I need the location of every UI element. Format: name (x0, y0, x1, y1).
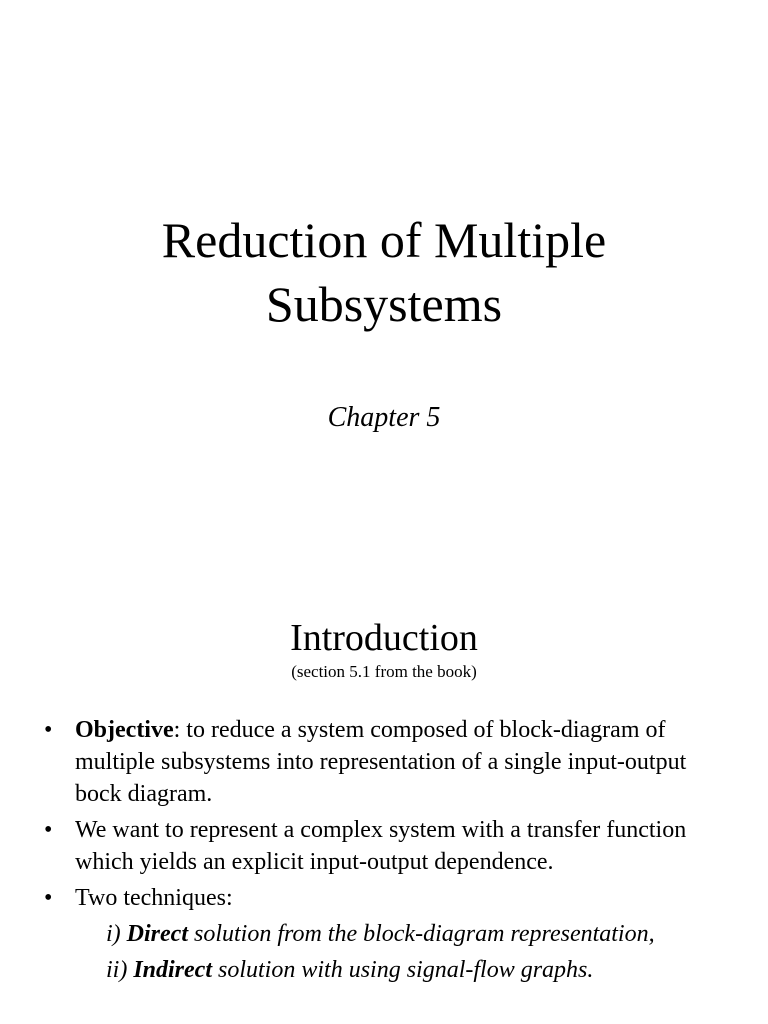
bullet-item-techniques (44, 882, 734, 986)
title-line-2: Subsystems (265, 276, 503, 332)
technique-bold: Indirect (133, 957, 212, 983)
page-title (0, 208, 768, 336)
technique-text: solution with using signal-flow graphs. (212, 957, 594, 983)
bullet-list (44, 714, 734, 990)
bullet-text: Two techniques: (75, 885, 233, 911)
bullet-marker: • (44, 885, 53, 911)
bullet-marker: • (44, 717, 53, 743)
title-line-1: Reduction of Multiple (161, 212, 607, 268)
technique-item-indirect (75, 954, 734, 986)
bullet-text: : to reduce a system composed of block-diagram of multiple subsystems into representation of a single input-output bock diagram. (75, 717, 687, 807)
section-note: (section 5.1 from the book) (291, 662, 477, 681)
technique-bold: Direct (126, 921, 188, 947)
bullet-item-objective (44, 714, 734, 810)
bullet-item-represent (44, 814, 734, 878)
technique-prefix: i) (106, 921, 127, 947)
bullet-text: We want to represent a complex system with a transfer function which yields an explicit input-output dependence. (75, 817, 687, 875)
technique-text: solution from the block-diagram representation, (187, 921, 655, 947)
technique-prefix: ii) (106, 957, 134, 983)
chapter-subtitle: Chapter 5 (327, 402, 441, 433)
section-heading: Introduction (290, 617, 478, 659)
technique-item-direct (75, 918, 734, 950)
bullet-bold-term: Objective (75, 717, 174, 743)
bullet-marker: • (44, 817, 53, 843)
